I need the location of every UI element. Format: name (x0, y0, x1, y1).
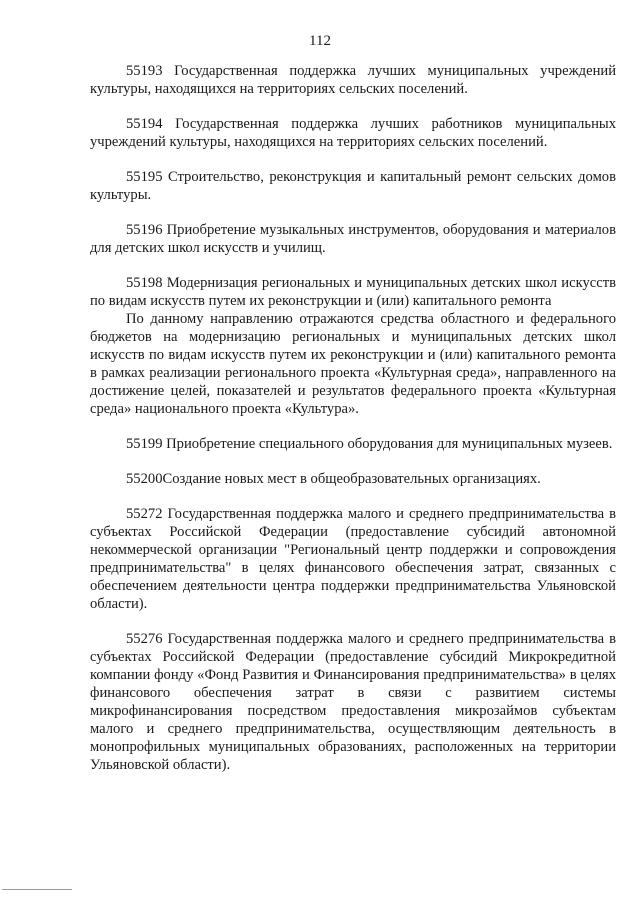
paragraph-55193: 55193 Государственная поддержка лучших муниципальных учреждений культуры, находящихся на территориях сельских поселений. (90, 63, 616, 97)
paragraph-55200: 55200Создание новых мест в общеобразовательных организациях. (126, 471, 541, 487)
paragraph-55194: 55194 Государственная поддержка лучших работников муниципальных учреждений культуры, находящихся на территориях сельских поселений. (90, 116, 616, 150)
document-body (90, 62, 616, 774)
paragraph-55196: 55196 Приобретение музыкальных инструментов, оборудования и материалов для детских школ искусств и училищ. (90, 222, 616, 256)
paragraph-55272: 55272 Государственная поддержка малого и среднего предпринимательства в субъектах Российской Федерации (предоставление субсидий автономной некоммерческой организации "Региональный центр поддержки и сопровождения предпринимательства" в целях финансового обеспечения затрат, связанных с обеспечением деятельности центра поддержки предпринимательства Ульяновской области). (90, 506, 616, 612)
paragraph-55198: 55198 Модернизация региональных и муниципальных детских школ искусств по видам искусств путем их реконструкции и (или) капитального ремонта (90, 275, 616, 309)
footer-divider (2, 889, 72, 890)
paragraph-55199: 55199 Приобретение специального оборудования для муниципальных музеев. (126, 436, 613, 452)
page-number: 112 (309, 33, 331, 49)
paragraph-55198-description: По данному направлению отражаются средства областного и федерального бюджетов на модернизацию региональных и муниципальных детских школ искусств по видам искусств путем их реконструкции и (или) капитального ремонта в рамках реализации регионального проекта «Культурная среда», направленного на достижение целей, показателей и результатов федерального проекта «Культурная среда» национального проекта «Культура». (90, 311, 616, 417)
paragraph-55276: 55276 Государственная поддержка малого и среднего предпринимательства в субъектах Российской Федерации (предоставление субсидий Микрокредитной компании фонду «Фонд Развития и Финансирования предпринимательства» в целях финансового обеспечения затрат в связи с развитием системы микрофинансирования посредством предоставления микрозаймов субъектам малого и среднего предпринимательства, осуществляющим деятельность в монопрофильных муниципальных образованиях, расположенных на территории Ульяновской области). (90, 631, 616, 773)
paragraph-55195: 55195 Строительство, реконструкция и капитальный ремонт сельских домов культуры. (90, 169, 616, 203)
